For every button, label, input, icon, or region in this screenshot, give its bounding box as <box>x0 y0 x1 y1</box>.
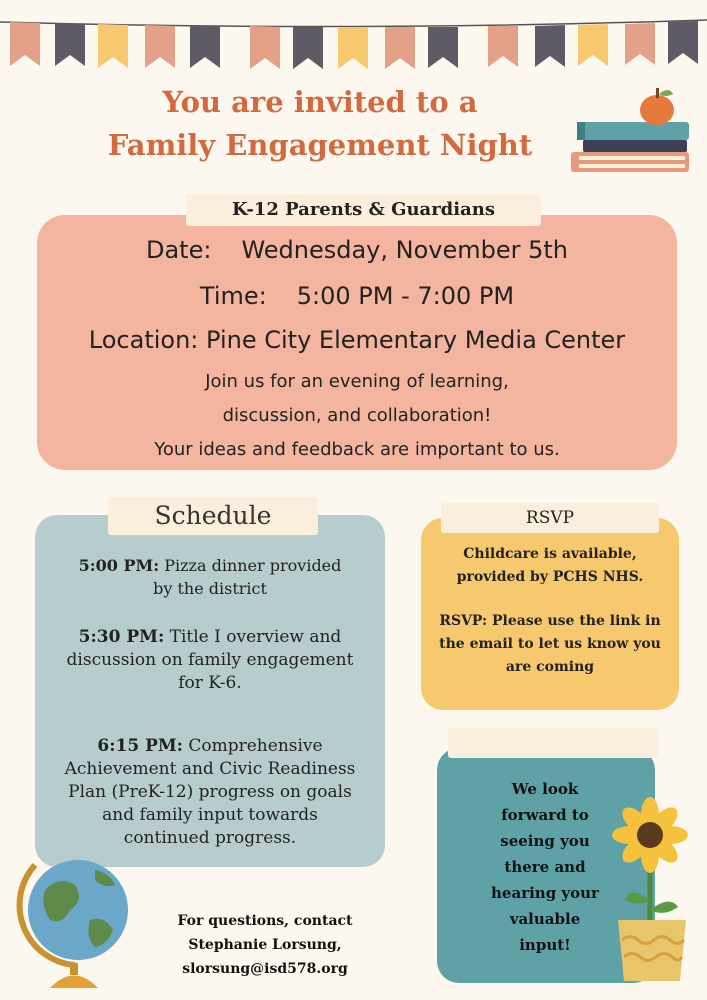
schedule-text: continued progress. <box>123 828 297 848</box>
bunting-icon <box>0 0 707 80</box>
closing-line: valuable <box>509 910 581 928</box>
schedule-text: Achievement and Civic Readiness <box>64 759 356 779</box>
childcare-line: Childcare is available, <box>463 546 637 562</box>
rsvp-note <box>421 610 679 679</box>
schedule-text: Comprehensive <box>188 736 323 756</box>
sunflower-icon <box>600 785 700 985</box>
date-label: Date: <box>145 236 212 264</box>
schedule-text: Pizza dinner provided <box>164 556 342 575</box>
closing-line: hearing your <box>491 884 599 902</box>
closing-line: We look <box>511 780 579 798</box>
schedule-item <box>35 735 385 850</box>
contact-email: slorsung@isd578.org <box>182 961 348 977</box>
audience-label: K-12 Parents & Guardians <box>186 194 541 226</box>
schedule-time: 6:15 PM: <box>97 736 183 756</box>
event-time <box>37 282 677 310</box>
schedule-item <box>35 554 385 600</box>
schedule-text: discussion on family engagement <box>66 650 354 670</box>
rsvp-line: the email to let us know you <box>439 636 661 652</box>
time-label: Time: <box>199 282 267 310</box>
closing-label-strip <box>448 728 658 758</box>
schedule-text: Title I overview and <box>169 627 342 647</box>
date-value: Wednesday, November 5th <box>241 236 569 264</box>
closing-line: forward to <box>501 806 589 824</box>
blurb-line-1: Join us for an evening of learning, <box>205 371 509 392</box>
blurb-line-2: discussion, and collaboration! <box>222 405 492 426</box>
closing-line: input! <box>519 936 571 954</box>
schedule-time: 5:30 PM: <box>78 627 165 647</box>
title-line-2: Family Engagement Night <box>107 128 533 162</box>
rsvp-heading: RSVP <box>441 503 659 533</box>
schedule-item <box>35 626 385 695</box>
location-value: Pine City Elementary Media Center <box>206 326 626 354</box>
closing-message <box>470 776 620 958</box>
closing-line: there and <box>504 858 586 876</box>
time-value: 5:00 PM - 7:00 PM <box>296 282 515 310</box>
schedule-text: Plan (PreK-12) progress on goals <box>68 782 352 802</box>
schedule-heading: Schedule <box>108 497 318 535</box>
books-apple-icon <box>565 82 695 182</box>
schedule-time: 5:00 PM: <box>78 556 160 575</box>
rsvp-line: are coming <box>505 659 595 675</box>
globe-icon <box>15 845 135 990</box>
schedule-text: for K-6. <box>178 673 242 693</box>
schedule-text: by the district <box>153 579 267 598</box>
event-date <box>37 236 677 264</box>
rsvp-line: RSVP: Please use the link in <box>439 613 661 629</box>
blurb-line-3: Your ideas and feedback are important to us. <box>154 439 560 460</box>
schedule-text: and family input towards <box>102 805 318 825</box>
closing-line: seeing you <box>500 832 590 850</box>
childcare-note <box>421 543 679 589</box>
title-line-1: You are invited to a <box>162 85 478 119</box>
location-label: Location: <box>88 326 199 354</box>
event-location <box>37 326 677 354</box>
childcare-line: provided by PCHS NHS. <box>456 569 644 585</box>
contact-line-1: For questions, contact <box>177 913 353 929</box>
contact-name: Stephanie Lorsung, <box>188 937 342 953</box>
